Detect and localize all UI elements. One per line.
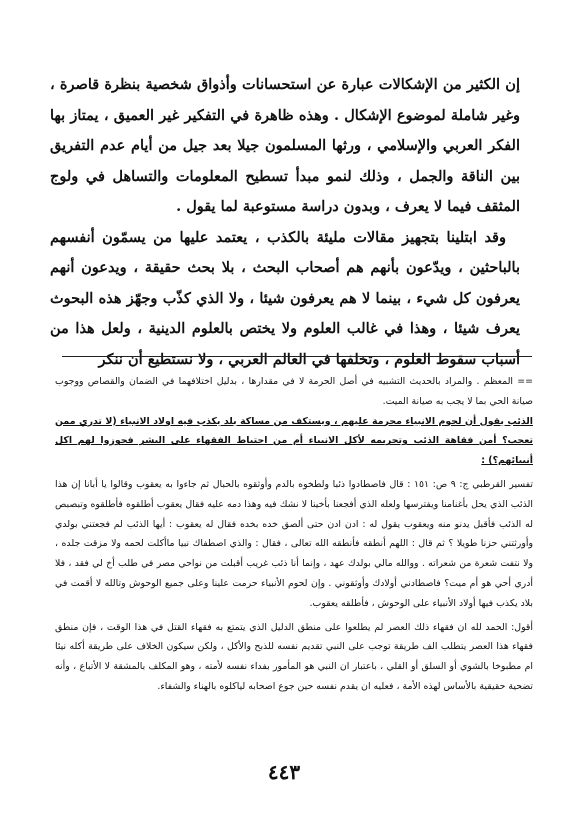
main-text (50, 70, 520, 375)
footnote-author-comment: أقول: الحمد لله ان فقهاء ذلك العصر لم يطلعوا على منطق الدليل الذي يتمتع به فقهاء القتل في هذا الوقت ، فإن منطق فقهاء هذا العصر يتطلب الف طريقة توجب على النبي تقديم نفسه للذبح والأكل ، ولكن سيكون الخلاف على طريقة أكله نيئا ام مطبوخا بالشوي أو السلق أو القلي ، باعتبار ان النبي هو المأمور بفداء نفسه لأمته ، وهو المكلف بالمشقة لا الأتباع ، وأنه تضحية حقيقية بالأساس لهذه الأمة ، فعليه ان يقدم نفسه حين جوع اصحابه لياكلوه بالهناء والشفاء. (55, 621, 533, 692)
footnote-qurtubi-quote: تفسير القرطبي ج: ٩ ص: ١٥١ : قال فاصطادوا ذئبا ولطخوه بالدم وأوثقوه بالحبال ثم جاءوا به يعقوب وقالوا يا أبانا إن هذا الذئب الذي يحل بأغنامنا ويفترسها ولعله الذي أفجعنا بأخينا لا نشك فيه وهذا دمه عليه فقال يعقوب أطلقوه فأطلقوه وتبصبص له الذئب فأقبل يدنو منه ويعقوب يقول له : ادن ادن حتى ألصق خده بخده فقال له يعقوب : أيها الذئب لم فجعتني بولدي وأورثتني حزنا طويلا ؟ ثم قال : اللهم أنطقه فأنطقه الله تعالى ، فقال : والذي اصطفاك نبيا ماأكلت لحمه ولا مزقت جلده ، ولا نتفت شعرة من شعراته . ووالله مالي بولدك عهد ، وإنما أنا ذئب غريب أقبلت من نواحي مصر في طلب أخ لي فقد ، فلا أدري أحي هو أم ميت؟ فاصطادني أولادك وأوثقوني . وإن لحوم الأنبياء حرمت علينا وعلى جميع الوحوش وتالله لا أقمت في بلاد يكذب فيها أولاد الأنبياء على الوحوش ، فأطلقه يعقوب. (55, 478, 533, 609)
footnote-wolf-intro: الذئب يقول أن لحوم الانبياء محرمة عليهم ، ويستكف من مساكة بلد يكذب فيه اولاد الانبياء (لا تدري ممن تعجب؟ أمن فقاهة الذئب وتحريمه لأكل الانبياء أم من احتياط الفقهاء على البشر فجوزوا لهم اكل أنبيائهم؟) : (55, 415, 533, 467)
footnotes (55, 372, 533, 697)
paragraph-1: إن الكثير من الإشكالات عبارة عن استحسانات وأذواق شخصية بنظرة قاصرة ، وغير شاملة لموضوع الإشكال . وهذه ظاهرة في التفكير غير العميق ، يمتاز بها الفكر العربي والإسلامي ، ورثها المسلمون جيلا بعد جيل من أيام عدم التفريق بين الناقة والجمل ، وذلك لنمو مبدأ تسطيح المعلومات والتساهل في ولوج المثقف فيما لا يعرف ، وبدون دراسة مستوعبة لما يقول . (50, 76, 520, 215)
footnote-continuation: == المعظم . والمراد بالحديث التشبيه في أصل الحرمة لا في مقدارها ، بدليل اختلافهما في الضمان والقصاص ووجوب صيانة الحي بما لا يجب به صيانة الميت. (55, 376, 533, 407)
paragraph-2: وقد ابتلينا بتجهيز مقالات مليئة بالكذب ، يعتمد عليها من يسمّون أنفسهم بالباحثين ، ويدّعون بأنهم هم أصحاب البحث ، بلا بحث حقيقة ، ويدعون أنهم يعرفون كل شيء ، بينما لا هم يعرفون شيئا ، ولا الذي كذّب وجهّز هذه البحوث يعرف شيئا ، وهذا في غالب العلوم ولا يختص بالعلوم الدينية ، ولعل هذا من أسباب سقوط العلوم ، وتخلفها في العالم العربي ، ولا نستطيع أن ننكر (50, 228, 520, 368)
footnote-separator (62, 356, 532, 357)
page-number: ٤٤٣ (267, 760, 301, 784)
